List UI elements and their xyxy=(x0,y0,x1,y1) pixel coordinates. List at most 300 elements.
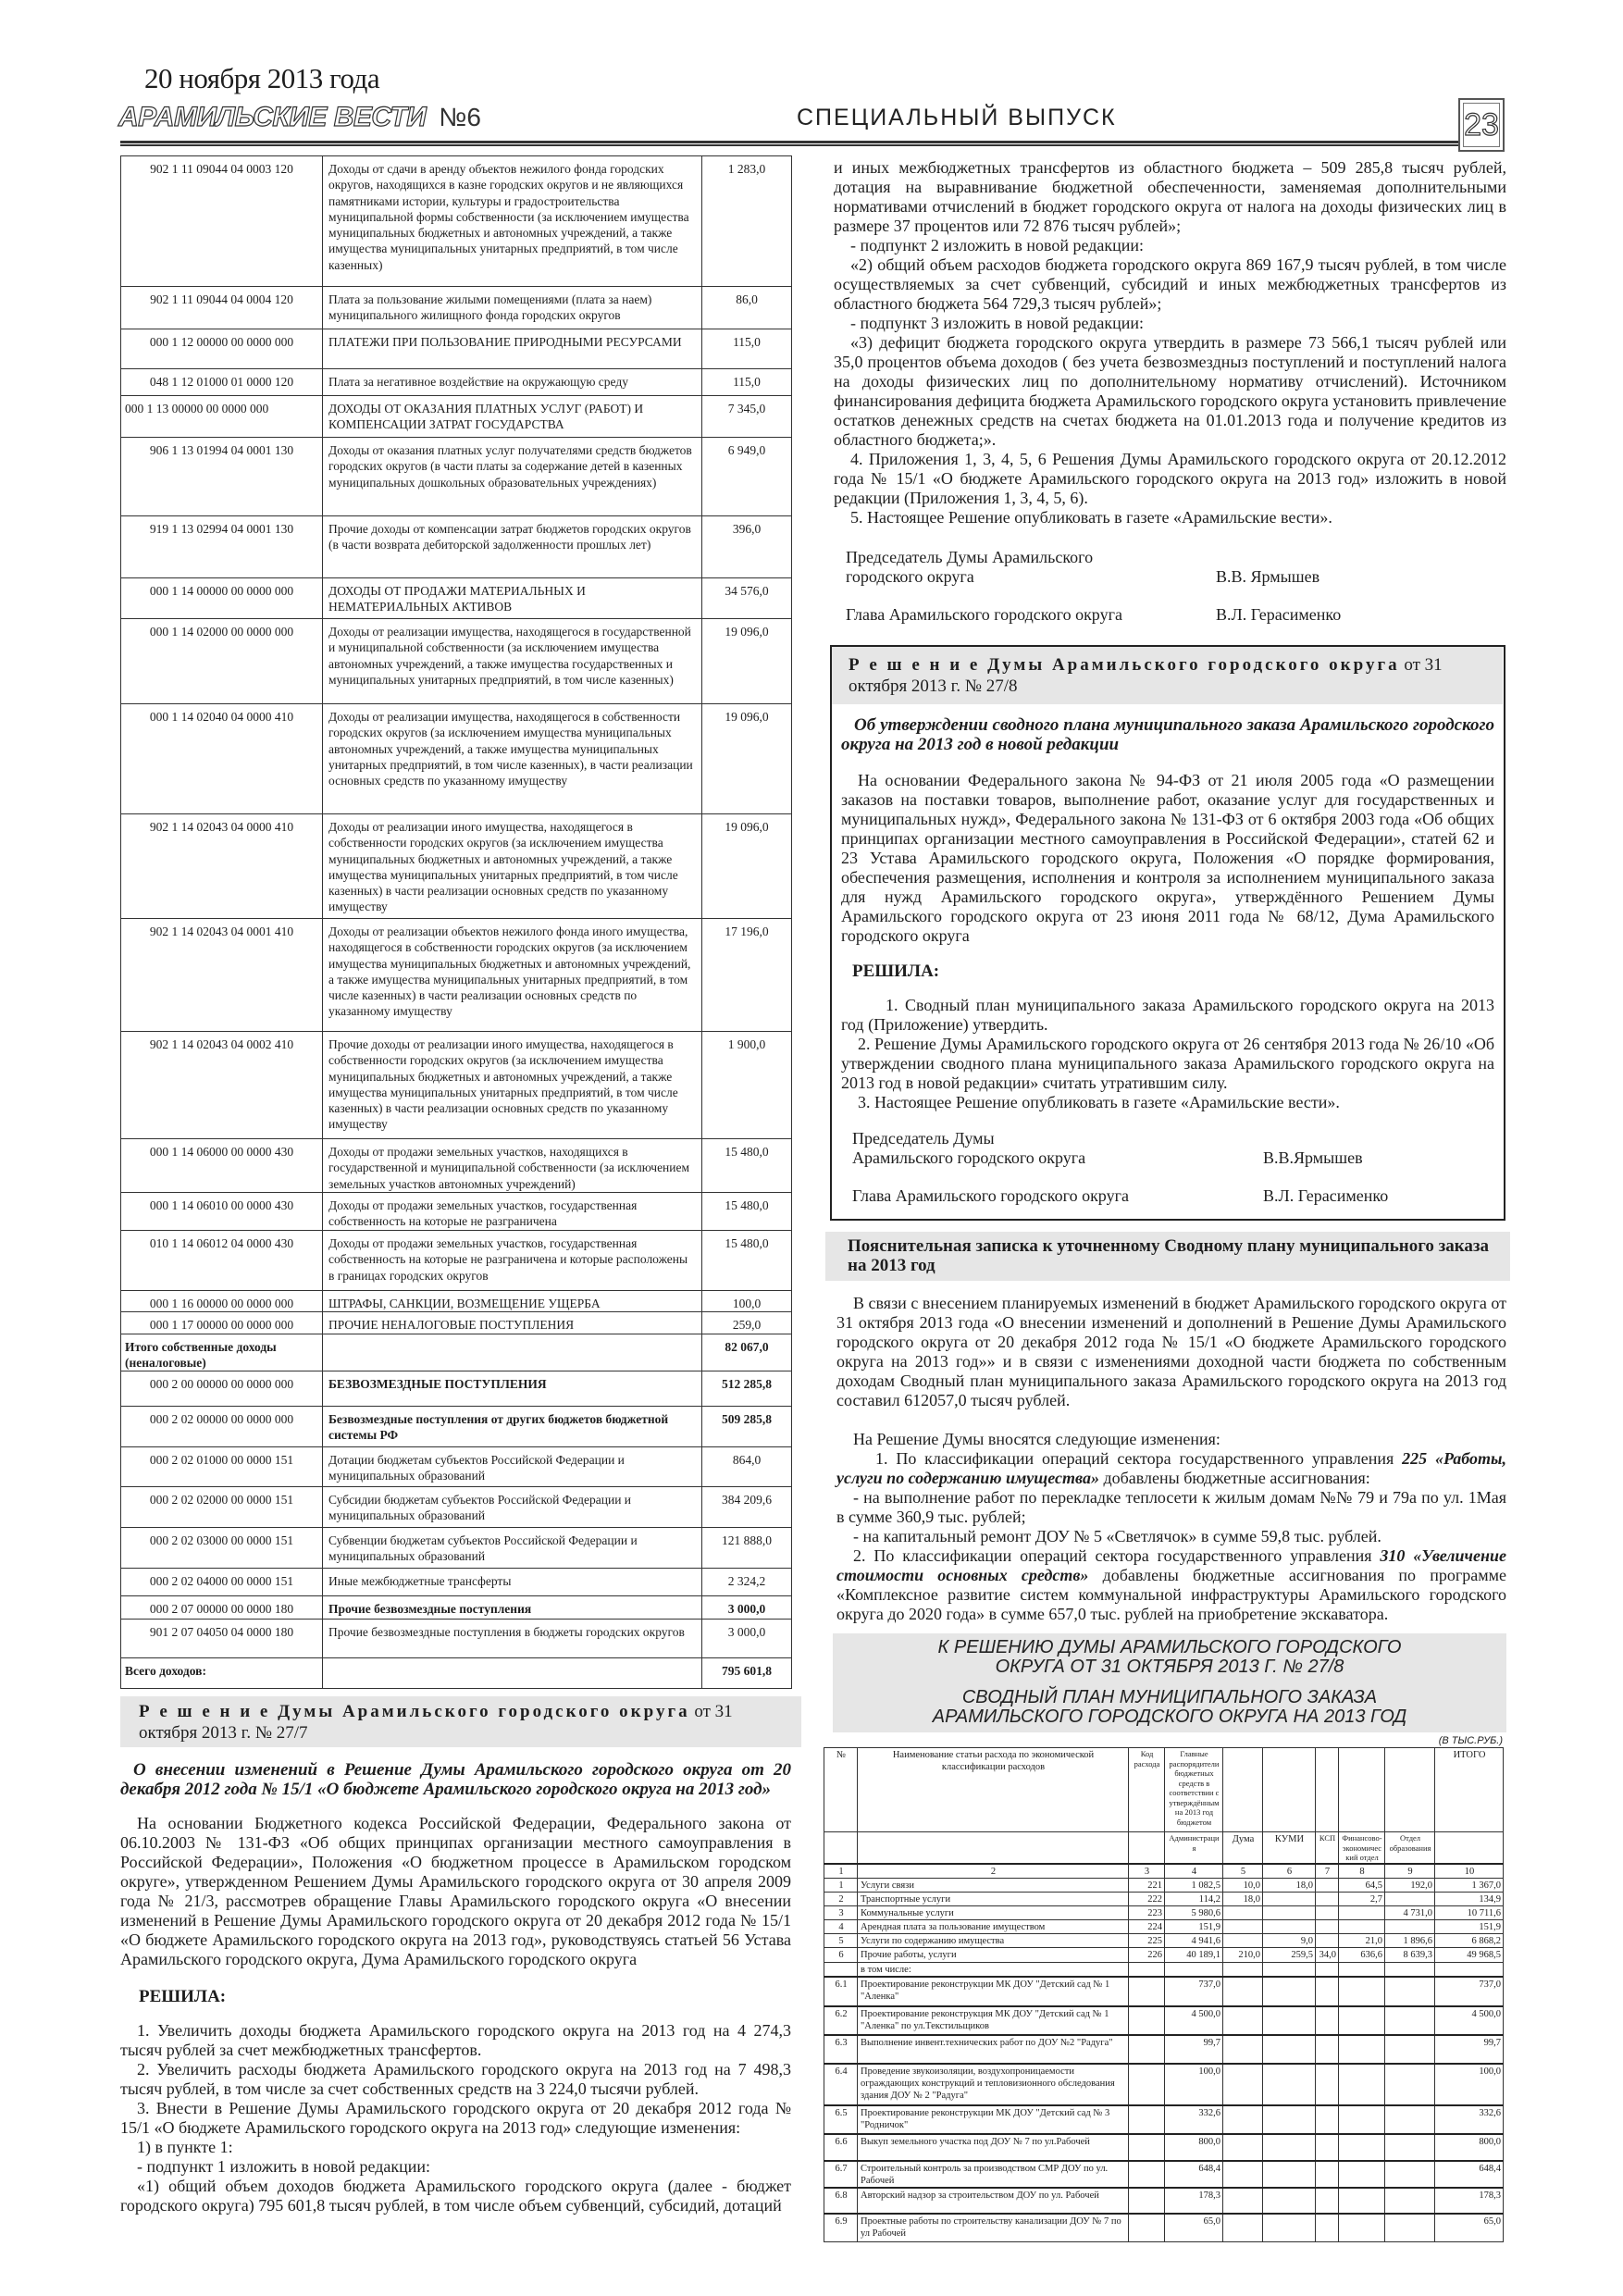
income-code: 902 1 14 02043 04 0001 410 xyxy=(121,919,323,1032)
col-total: 800,0 xyxy=(1435,2134,1504,2161)
col-number: 6.8 xyxy=(824,2188,858,2214)
income-amount: 17 196,0 xyxy=(702,919,792,1032)
income-name: Доходы от продажи земельных участков, находящихся в государственной и муниципальной собственности (за исключением земельных участков автономных учреждений) xyxy=(323,1139,702,1193)
table-row xyxy=(121,1371,792,1407)
col-ksp xyxy=(1316,1892,1339,1905)
col-education: 192,0 xyxy=(1385,1878,1435,1892)
income-amount: 396,0 xyxy=(702,516,792,578)
col-kumi xyxy=(1263,1892,1316,1905)
col-ksp: 34,0 xyxy=(1316,1947,1339,1962)
col-education xyxy=(1385,2214,1435,2242)
col-administration: 65,0 xyxy=(1165,2214,1223,2242)
col-administration: 151,9 xyxy=(1165,1919,1223,1933)
col-kumi: 259,5 xyxy=(1263,1947,1316,1962)
table-row xyxy=(121,619,792,704)
income-name: Доходы от сдачи в аренду объектов нежилого фонда городских округов, находящихся в казне городских округов и не являющихся памятниками истории, культуры и градостроительства муниципальной формы собственности (за исключением имущества муниципальных бюджетных и автономных учреждений, а также имущества муниципальных унитарных предприятий, в том числе казенных) xyxy=(323,156,702,287)
col-education xyxy=(1385,1748,1435,1832)
col-finance xyxy=(1339,2105,1385,2134)
table-row xyxy=(121,438,792,516)
col-total: 648,4 xyxy=(1435,2161,1504,2188)
income-name: Прочие безвозмездные поступления в бюджеты городских округов xyxy=(323,1620,702,1658)
income-name: Прочие безвозмездные поступления xyxy=(323,1596,702,1620)
plan-table xyxy=(824,1747,1504,2242)
col-ksp xyxy=(1316,1878,1339,1892)
chair-name: В.В.Ярмышев xyxy=(1263,1148,1363,1167)
col-total: 6 868,2 xyxy=(1435,1933,1504,1947)
col-finance xyxy=(1339,1748,1385,1832)
col-finance: 21,0 xyxy=(1339,1933,1385,1947)
col-code xyxy=(1129,2064,1165,2105)
col-total: 10 711,6 xyxy=(1435,1905,1504,1919)
col-total: 65,0 xyxy=(1435,2214,1504,2242)
plan-title-line: СВОДНЫЙ ПЛАН МУНИЦИПАЛЬНОГО ЗАКАЗА xyxy=(961,1687,1378,1707)
plan-title-block xyxy=(833,1633,1506,1732)
col-total: 151,9 xyxy=(1435,1919,1504,1933)
table-row xyxy=(824,1947,1504,1962)
col-total: 134,9 xyxy=(1435,1892,1504,1905)
income-amount: 19 096,0 xyxy=(702,704,792,814)
income-name xyxy=(323,1658,702,1689)
right-column xyxy=(830,158,1506,2242)
income-name: Дотации бюджетам субъектов Российской Федерации и муниципальных образований xyxy=(323,1447,702,1487)
plan-title-line: К РЕШЕНИЮ ДУМЫ АРАМИЛЬСКОГО ГОРОДСКОГО xyxy=(937,1637,1402,1657)
col-ksp xyxy=(1316,2006,1339,2035)
income-code: 000 1 17 00000 00 0000 000 xyxy=(121,1312,323,1334)
income-name: Субвенции бюджетам субъектов Российской Федерации и муниципальных образований xyxy=(323,1528,702,1569)
col-kumi xyxy=(1263,2214,1316,2242)
col-education: 1 896,6 xyxy=(1385,1933,1435,1947)
section-title: СПЕЦИАЛЬНЫЙ ВЫПУСК xyxy=(797,105,1117,130)
col-ksp xyxy=(1316,2214,1339,2242)
chair-title: Арамильского городского округа xyxy=(852,1148,1086,1167)
income-code: 902 1 14 02043 04 0002 410 xyxy=(121,1032,323,1139)
col-name: Наименование статьи расхода по экономической классификации расходов xyxy=(858,1748,1129,1832)
col-duma xyxy=(1223,1977,1263,2006)
col-ksp: 7 xyxy=(1316,1864,1339,1879)
income-code: 901 2 07 04050 04 0000 180 xyxy=(121,1620,323,1658)
col-finance: 2,7 xyxy=(1339,1892,1385,1905)
item-paragraph: 5. Настоящее Решение опубликовать в газете «Арамильские вести». xyxy=(850,508,1332,527)
col-ksp xyxy=(1316,1748,1339,1832)
income-code: 000 2 02 04000 00 0000 151 xyxy=(121,1569,323,1596)
col-name: Коммунальные услуги xyxy=(858,1905,1129,1919)
col-name: Проектирование реконструкции МК ДОУ "Детский сад № 3 "Родничок" xyxy=(858,2105,1129,2134)
income-amount: 7 345,0 xyxy=(702,396,792,438)
col-ksp: КСП xyxy=(1316,1832,1339,1864)
income-code: 902 1 14 02043 04 0000 410 xyxy=(121,814,323,919)
col-kumi xyxy=(1263,1905,1316,1919)
note-changes-lead: На Решение Думы вносятся следующие изменения: xyxy=(853,1430,1220,1448)
col-ksp xyxy=(1316,1962,1339,1977)
item-paragraph: 1) в пункте 1: xyxy=(137,2138,233,2157)
preamble-paragraph: На основании Бюджетного кодекса Российской Федерации, Федерального закона от 06.10.2003 № 131-ФЗ «Об общих принципах организации местного самоуправления в Российской Федерации», Положения «О бюджетном процессе в Арамильском городском округе», утвержденном Решением Думы Арамильского городского округа от 30 апреля 2009 года № 21/3, рассмотрев обращение Главы Арамильского городского округа «О внесении изменений в Решение Думы Арамильского городского округа от 20 декабря 2012 года № 15/1 «О бюджете Арамильского городского округа на 2013 год», руководствуясь статьей 56 Устава Арамильского городского округа, Дума Арамильского городского округа xyxy=(120,1814,791,1969)
income-amount: 1 900,0 xyxy=(702,1032,792,1139)
item-paragraph: - подпункт 3 изложить в новой редакции: xyxy=(850,314,1145,332)
table-row xyxy=(121,287,792,329)
item-paragraph: «2) общий объем расходов бюджета городского округа 869 167,9 тысяч рублей, в том числе осуществляемых за счет субвенций, субсидий и иных межбюджетных трансфертов из областного бюджета 564 729,3 тысяч рублей»; xyxy=(834,255,1506,313)
plan-title-line: АРАМИЛЬСКОГО ГОРОДСКОГО ОКРУГА НА 2013 ГОД xyxy=(932,1706,1407,1727)
col-duma: Дума xyxy=(1223,1832,1263,1864)
income-amount: 121 888,0 xyxy=(702,1528,792,1569)
table-row xyxy=(824,1962,1504,1977)
income-code: 902 1 11 09044 04 0003 120 xyxy=(121,156,323,287)
col-administration: 4 500,0 xyxy=(1165,2006,1223,2035)
col-ksp xyxy=(1316,2105,1339,2134)
col-kumi xyxy=(1263,2006,1316,2035)
newspaper-logo: АРАМИЛЬСКИЕ ВЕСТИ xyxy=(118,102,427,132)
col-name: Выполнение инвент.технических работ по ДОУ №2 "Радуга" xyxy=(858,2035,1129,2064)
table-row xyxy=(824,2064,1504,2105)
table-row xyxy=(824,2214,1504,2242)
col-total: 49 968,5 xyxy=(1435,1947,1504,1962)
income-name: Доходы от продажи земельных участков, государственная собственность на которые не разграничена xyxy=(323,1193,702,1231)
income-code: 000 2 07 00000 00 0000 180 xyxy=(121,1596,323,1620)
col-name: Проектные работы по строительству канализации ДОУ № 7 по ул Рабочей xyxy=(858,2214,1129,2242)
col-code: 224 xyxy=(1129,1919,1165,1933)
col-number: 4 xyxy=(824,1919,858,1933)
income-code: 000 1 14 06010 00 0000 430 xyxy=(121,1193,323,1231)
col-code: 221 xyxy=(1129,1878,1165,1892)
col-administration: 737,0 xyxy=(1165,1977,1223,2006)
note-item-1b: - на капитальный ремонт ДОУ № 5 «Светлячок» в сумме 59,8 тыс. рублей. xyxy=(853,1527,1381,1545)
table-row xyxy=(121,1193,792,1231)
col-ksp xyxy=(1316,1905,1339,1919)
income-amount: 100,0 xyxy=(702,1291,792,1312)
decision-27-8-heading xyxy=(832,647,1503,704)
col-total: 100,0 xyxy=(1435,2064,1504,2105)
col-ksp xyxy=(1316,1977,1339,2006)
decision-27-8-heading-bold: Р е ш е н и е Думы Арамильского городского округа xyxy=(849,655,1400,675)
income-code: Всего доходов: xyxy=(121,1658,323,1689)
income-amount: 6 949,0 xyxy=(702,438,792,516)
note-item-2-text: 2. По классификации операций сектора государственного управления xyxy=(853,1546,1381,1565)
issue-number: №6 xyxy=(439,103,481,131)
income-amount: 34 576,0 xyxy=(702,578,792,619)
col-number: 3 xyxy=(824,1905,858,1919)
col-kumi xyxy=(1263,2134,1316,2161)
item-paragraph: 1. Сводный план муниципального заказа Арамильского городского округа на 2013 год (Приложение) утвердить. xyxy=(841,996,1494,1034)
col-duma xyxy=(1223,1905,1263,1919)
col-total: 1 367,0 xyxy=(1435,1878,1504,1892)
col-administration: 114,2 xyxy=(1165,1892,1223,1905)
income-name: Доходы от реализации имущества, находящегося в собственности городских округов (за исключением имущества муниципальных автономных учреждений, а также имущества муниципальных унитарных предприятий, в том числе казенных), в части реализации основных средств по указанному имуществу xyxy=(323,704,702,814)
item-paragraph: 2. Увеличить расходы бюджета Арамильского городского округа на 2013 год на 7 498,3 тысяч рублей, в том числе за счет собственных средств на 3 224,0 тысячи рублей. xyxy=(120,2060,791,2099)
income-table xyxy=(120,155,792,1689)
income-amount: 864,0 xyxy=(702,1447,792,1487)
income-amount: 86,0 xyxy=(702,287,792,329)
explanatory-note-heading: Пояснительная записка к уточненному Сводному плану муниципального заказа на 2013 год xyxy=(825,1232,1510,1281)
col-duma xyxy=(1223,2035,1263,2064)
col-ksp xyxy=(1316,1933,1339,1947)
col-total xyxy=(1435,1832,1504,1864)
income-code: 000 1 13 00000 00 0000 000 xyxy=(121,396,323,438)
income-code: 000 1 14 00000 00 0000 000 xyxy=(121,578,323,619)
col-duma xyxy=(1223,2161,1263,2188)
note-item-2-rest: добавлены бюджетные ассигнования по программе «Комплексное развитие систем коммунальной инфраструктуры Арамильского городского округа до 2020 года» в сумме 657,0 тыс. рублей на приобретение экскаватора. xyxy=(836,1566,1506,1623)
income-amount: 3 000,0 xyxy=(702,1596,792,1620)
col-kumi xyxy=(1263,1962,1316,1977)
col-education xyxy=(1385,2035,1435,2064)
note-item-2-code: 310 «Увеличение стоимости основных средств» xyxy=(836,1546,1506,1584)
income-code: 048 1 12 01000 01 0000 120 xyxy=(121,369,323,396)
chair-title: Председатель Думы Арамильского xyxy=(846,548,1094,566)
income-name: Субсидии бюджетам субъектов Российской Федерации и муниципальных образований xyxy=(323,1487,702,1528)
table-row xyxy=(121,1528,792,1569)
col-number: 6.7 xyxy=(824,2161,858,2188)
col-finance xyxy=(1339,1905,1385,1919)
col-code xyxy=(1129,1962,1165,1977)
col-number: 1 xyxy=(824,1864,858,1879)
col-name: Выкуп земельного участка под ДОУ № 7 по ул.Рабочей xyxy=(858,2134,1129,2161)
left-column xyxy=(120,155,801,2215)
table-row xyxy=(121,369,792,396)
col-administration: 99,7 xyxy=(1165,2035,1223,2064)
decision-27-7-items-left xyxy=(120,2021,791,2215)
income-code: 902 1 11 09044 04 0004 120 xyxy=(121,287,323,329)
income-amount: 15 480,0 xyxy=(702,1139,792,1193)
decision-27-7-signatures xyxy=(846,548,1493,625)
income-amount: 2 324,2 xyxy=(702,1569,792,1596)
table-row xyxy=(121,1312,792,1334)
col-ksp xyxy=(1316,2188,1339,2214)
col-code: 3 xyxy=(1129,1864,1165,1879)
col-code: 222 xyxy=(1129,1892,1165,1905)
table-row xyxy=(121,814,792,919)
income-name: Плата за пользование жилыми помещениями (плата за наем) муниципального жилищного фонда городских округов xyxy=(323,287,702,329)
issue-date: 20 ноября 2013 года xyxy=(144,62,380,94)
income-amount: 1 283,0 xyxy=(702,156,792,287)
col-duma xyxy=(1223,2006,1263,2035)
col-total: 4 500,0 xyxy=(1435,2006,1504,2035)
col-code: 225 xyxy=(1129,1933,1165,1947)
col-kumi xyxy=(1263,1748,1316,1832)
col-finance xyxy=(1339,1962,1385,1977)
page-number-box xyxy=(1458,98,1505,152)
col-education xyxy=(1385,2105,1435,2134)
col-code: 226 xyxy=(1129,1947,1165,1962)
income-amount: 82 067,0 xyxy=(702,1334,792,1371)
decision-27-7-heading-bold: Р е ш е н и е Думы Арамильского городского округа xyxy=(139,1702,690,1722)
head-title: Глава Арамильского городского округа xyxy=(846,605,1122,624)
decision-27-7-preamble xyxy=(120,1814,791,1969)
col-duma xyxy=(1223,2214,1263,2242)
income-name: Плата за негативное воздействие на окружающую среду xyxy=(323,369,702,396)
chair-title: городского округа xyxy=(846,567,974,586)
table-row xyxy=(824,1892,1504,1905)
item-paragraph: и иных межбюджетных трансфертов из областного бюджета – 509 285,8 тысяч рублей, дотация на выравнивание бюджетной обеспеченности, заменяемая дополнительными нормативами отчислений в бюджет городского округа от налога на доходы физических лиц в размере 37 процентов или 72 876 тысяч рублей»; xyxy=(834,158,1506,235)
col-duma xyxy=(1223,1919,1263,1933)
col-duma: 10,0 xyxy=(1223,1878,1263,1892)
income-name xyxy=(323,1334,702,1371)
income-amount: 3 000,0 xyxy=(702,1620,792,1658)
item-paragraph: «1) общий объем доходов бюджета Арамильского городского округа (далее - бюджет городского округа) 795 601,8 тысяч рублей, в том числе объем субвенций, субсидий, дотаций xyxy=(120,2177,791,2215)
income-code: 000 2 02 03000 00 0000 151 xyxy=(121,1528,323,1569)
table-row xyxy=(121,1032,792,1139)
col-finance xyxy=(1339,2006,1385,2035)
col-name: Проведение звукоизоляции, воздухопроницаемости ограждающих конструкций и тепловизионного обследования здания ДОУ № 2 "Радуга" xyxy=(858,2064,1129,2105)
income-code: Итого собственные доходы (неналоговые) xyxy=(121,1334,323,1371)
decision-27-7-resolved: РЕШИЛА: xyxy=(139,1987,227,2007)
col-education: 9 xyxy=(1385,1864,1435,1879)
col-administration: 332,6 xyxy=(1165,2105,1223,2134)
table-row xyxy=(824,1878,1504,1892)
table-row xyxy=(824,2134,1504,2161)
income-code: 000 1 14 02000 00 0000 000 xyxy=(121,619,323,704)
income-code: 000 2 02 00000 00 0000 000 xyxy=(121,1407,323,1447)
col-total: 737,0 xyxy=(1435,1977,1504,2006)
col-total xyxy=(1435,1962,1504,1977)
col-name: Услуги связи xyxy=(858,1878,1129,1892)
col-education xyxy=(1385,1919,1435,1933)
col-code: Код расхода xyxy=(1129,1748,1165,1832)
col-education: 4 731,0 xyxy=(1385,1905,1435,1919)
col-education: 8 639,3 xyxy=(1385,1947,1435,1962)
col-ksp xyxy=(1316,2161,1339,2188)
col-duma: 5 xyxy=(1223,1864,1263,1879)
col-kumi: 18,0 xyxy=(1263,1878,1316,1892)
col-education xyxy=(1385,2188,1435,2214)
head-name: В.Л. Герасименко xyxy=(1263,1186,1389,1205)
income-code: 000 1 12 00000 00 0000 000 xyxy=(121,329,323,369)
col-number: 6.4 xyxy=(824,2064,858,2105)
preamble-paragraph: На основании Федерального закона № 94-ФЗ от 21 июля 2005 года «О размещении заказов на поставки товаров, выполнение работ, оказание услуг для государственных и муниципальных нужд», Федерального закона № 131-ФЗ от 6 октября 2003 года «Об общих принципах организации местного самоуправления в Российской Федерации», статей 62 и 23 Устава Арамильского городского округа, Положения «О порядке формирования, обеспечения размещения, исполнения и контроля за исполнением муниципального заказа для нужд Арамильского городского округа», утверждённого Решением Думы Арамильского городского округа от 23 июня 2011 года № 68/12, Дума Арамильского городского округа xyxy=(841,771,1494,945)
income-name: БЕЗВОЗМЕЗДНЫЕ ПОСТУПЛЕНИЯ xyxy=(323,1371,702,1407)
col-number: 6.9 xyxy=(824,2214,858,2242)
income-name: ШТРАФЫ, САНКЦИИ, ВОЗМЕЩЕНИЕ УЩЕРБА xyxy=(323,1291,702,1312)
income-name: ПЛАТЕЖИ ПРИ ПОЛЬЗОВАНИЕ ПРИРОДНЫМИ РЕСУРСАМИ xyxy=(323,329,702,369)
income-name: Безвозмездные поступления от других бюджетов бюджетной системы РФ xyxy=(323,1407,702,1447)
income-amount: 259,0 xyxy=(702,1312,792,1334)
table-row xyxy=(121,1291,792,1312)
col-name: Авторский надзор за строительством ДОУ по ул. Рабочей xyxy=(858,2188,1129,2214)
table-row xyxy=(121,1487,792,1528)
col-code xyxy=(1129,2188,1165,2214)
note-intro: В связи с внесением планируемых изменений в бюджет Арамильского городского округа от 31 октября 2013 года «О внесении изменений и дополнений в Решение Думы Арамильского городского округа от 20 декабря 2012 года № 15/1 «О бюджете Арамильского городского округа на 2013 год»» и в связи с изменениями доходной части бюджета по собственным доходам Сводный план муниципального заказа Арамильского городского округа на 2013 год составил 612057,0 тысяч рублей. xyxy=(836,1294,1506,1409)
col-finance xyxy=(1339,2035,1385,2064)
decision-27-8-box xyxy=(830,645,1505,1221)
head-name: В.Л. Герасименко xyxy=(1216,605,1342,624)
table-row xyxy=(121,156,792,287)
col-name xyxy=(858,1832,1129,1864)
col-kumi: 6 xyxy=(1263,1864,1316,1879)
col-education xyxy=(1385,1892,1435,1905)
decision-27-8-heading-date: от 31 октября 2013 г. № 27/8 xyxy=(849,655,1443,696)
income-amount: 19 096,0 xyxy=(702,619,792,704)
decision-27-8-title: Об утверждении сводного плана муниципального заказа Арамильского городского округа на 2013 год в новой редакции xyxy=(841,715,1494,754)
col-code xyxy=(1129,2161,1165,2188)
col-number: 6.6 xyxy=(824,2134,858,2161)
col-kumi xyxy=(1263,2035,1316,2064)
chair-name: В.В. Ярмышев xyxy=(1216,567,1320,586)
table-row xyxy=(824,1905,1504,1919)
masthead-divider xyxy=(120,141,1458,146)
col-code xyxy=(1129,2006,1165,2035)
col-number: 6.3 xyxy=(824,2035,858,2064)
col-administration: 4 941,6 xyxy=(1165,1933,1223,1947)
table-row xyxy=(121,704,792,814)
explanatory-note-body xyxy=(836,1294,1506,1624)
decision-27-8-items xyxy=(841,996,1494,1112)
col-number: 1 xyxy=(824,1878,858,1892)
table-row xyxy=(824,2006,1504,2035)
col-administration: 100,0 xyxy=(1165,2064,1223,2105)
income-amount: 115,0 xyxy=(702,369,792,396)
col-administration: 5 980,6 xyxy=(1165,1905,1223,1919)
col-kumi xyxy=(1263,1919,1316,1933)
logo-row xyxy=(118,96,526,135)
col-education xyxy=(1385,2064,1435,2105)
table-row xyxy=(121,1658,792,1689)
income-name: Доходы от оказания платных услуг получателями средств бюджетов городских округов (в части платы за содержание детей в казенных муниципальных дошкольных образовательных учреждениях) xyxy=(323,438,702,516)
col-total: ИТОГО xyxy=(1435,1748,1504,1832)
col-finance xyxy=(1339,2161,1385,2188)
note-item-1-rest: добавлены бюджетные ассигнования: xyxy=(1098,1469,1370,1487)
income-code: 000 2 02 02000 00 0000 151 xyxy=(121,1487,323,1528)
col-number xyxy=(824,1832,858,1864)
item-paragraph: 4. Приложения 1, 3, 4, 5, 6 Решения Думы Арамильского городского округа от 20.12.2012 года № 15/1 «О бюджете Арамильского городского округа на 2013 год» изложить в новой редакции (Приложения 1, 3, 4, 5, 6). xyxy=(834,450,1506,507)
table-row xyxy=(121,919,792,1032)
table-row xyxy=(121,1139,792,1193)
table-row xyxy=(121,1569,792,1596)
col-education xyxy=(1385,1977,1435,2006)
table-row xyxy=(121,1447,792,1487)
decision-27-8-preamble xyxy=(841,771,1494,946)
note-item-2 xyxy=(836,1546,1506,1624)
col-finance: 64,5 xyxy=(1339,1878,1385,1892)
col-name: Транспортные услуги xyxy=(858,1892,1129,1905)
income-name: Доходы от реализации имущества, находящегося в государственной и муниципальной собственности (за исключением имущества автономных учреждений, а также имущества государственных и муниципальных унитарных предприятий, в том числе казенных) xyxy=(323,619,702,704)
col-code xyxy=(1129,2105,1165,2134)
decision-27-7-title: О внесении изменений в Решение Думы Арамильского городского округа от 20 декабря 2012 года № 15/1 «О бюджете Арамильского городского округа на 2013 год» xyxy=(120,1760,791,1800)
col-ksp xyxy=(1316,2035,1339,2064)
income-name: ПРОЧИЕ НЕНАЛОГОВЫЕ ПОСТУПЛЕНИЯ xyxy=(323,1312,702,1334)
table-row xyxy=(824,1933,1504,1947)
table-row xyxy=(121,1596,792,1620)
income-amount: 384 209,6 xyxy=(702,1487,792,1528)
col-finance: 8 xyxy=(1339,1864,1385,1879)
income-name: Прочие доходы от компенсации затрат бюджетов городских округов (в части возврата дебиторской задолженности прошлых лет) xyxy=(323,516,702,578)
table-row xyxy=(121,578,792,619)
col-finance: Финансово-экономический отдел xyxy=(1339,1832,1385,1864)
col-administration: 648,4 xyxy=(1165,2161,1223,2188)
col-code xyxy=(1129,1977,1165,2006)
masthead xyxy=(118,63,526,135)
table-row xyxy=(824,1919,1504,1933)
income-amount: 115,0 xyxy=(702,329,792,369)
income-name: ДОХОДЫ ОТ ОКАЗАНИЯ ПЛАТНЫХ УСЛУГ (РАБОТ) И КОМПЕНСАЦИИ ЗАТРАТ ГОСУДАРСТВА xyxy=(323,396,702,438)
col-name: в том числе: xyxy=(858,1962,1129,1977)
col-code: 223 xyxy=(1129,1905,1165,1919)
col-kumi xyxy=(1263,2161,1316,2188)
col-administration: 4 xyxy=(1165,1864,1223,1879)
income-code: 000 2 00 00000 00 0000 000 xyxy=(121,1371,323,1407)
item-paragraph: - подпункт 2 изложить в новой редакции: xyxy=(850,236,1145,254)
income-name: ДОХОДЫ ОТ ПРОДАЖИ МАТЕРИАЛЬНЫХ И НЕМАТЕРИАЛЬНЫХ АКТИВОВ xyxy=(323,578,702,619)
table-row xyxy=(121,396,792,438)
col-number: 2 xyxy=(824,1892,858,1905)
col-finance xyxy=(1339,2134,1385,2161)
page-number: 23 xyxy=(1463,103,1500,147)
table-row xyxy=(121,1334,792,1371)
col-education xyxy=(1385,2134,1435,2161)
income-amount: 795 601,8 xyxy=(702,1658,792,1689)
col-name: Арендная плата за пользование имуществом xyxy=(858,1919,1129,1933)
col-total: 178,3 xyxy=(1435,2188,1504,2214)
plan-title-line: ОКРУГА ОТ 31 ОКТЯБРЯ 2013 Г. № 27/8 xyxy=(995,1657,1344,1677)
income-amount: 15 480,0 xyxy=(702,1231,792,1291)
note-item-1-code: 225 «Работы, услуги по содержанию имущества» xyxy=(836,1449,1506,1487)
col-duma: 210,0 xyxy=(1223,1947,1263,1962)
